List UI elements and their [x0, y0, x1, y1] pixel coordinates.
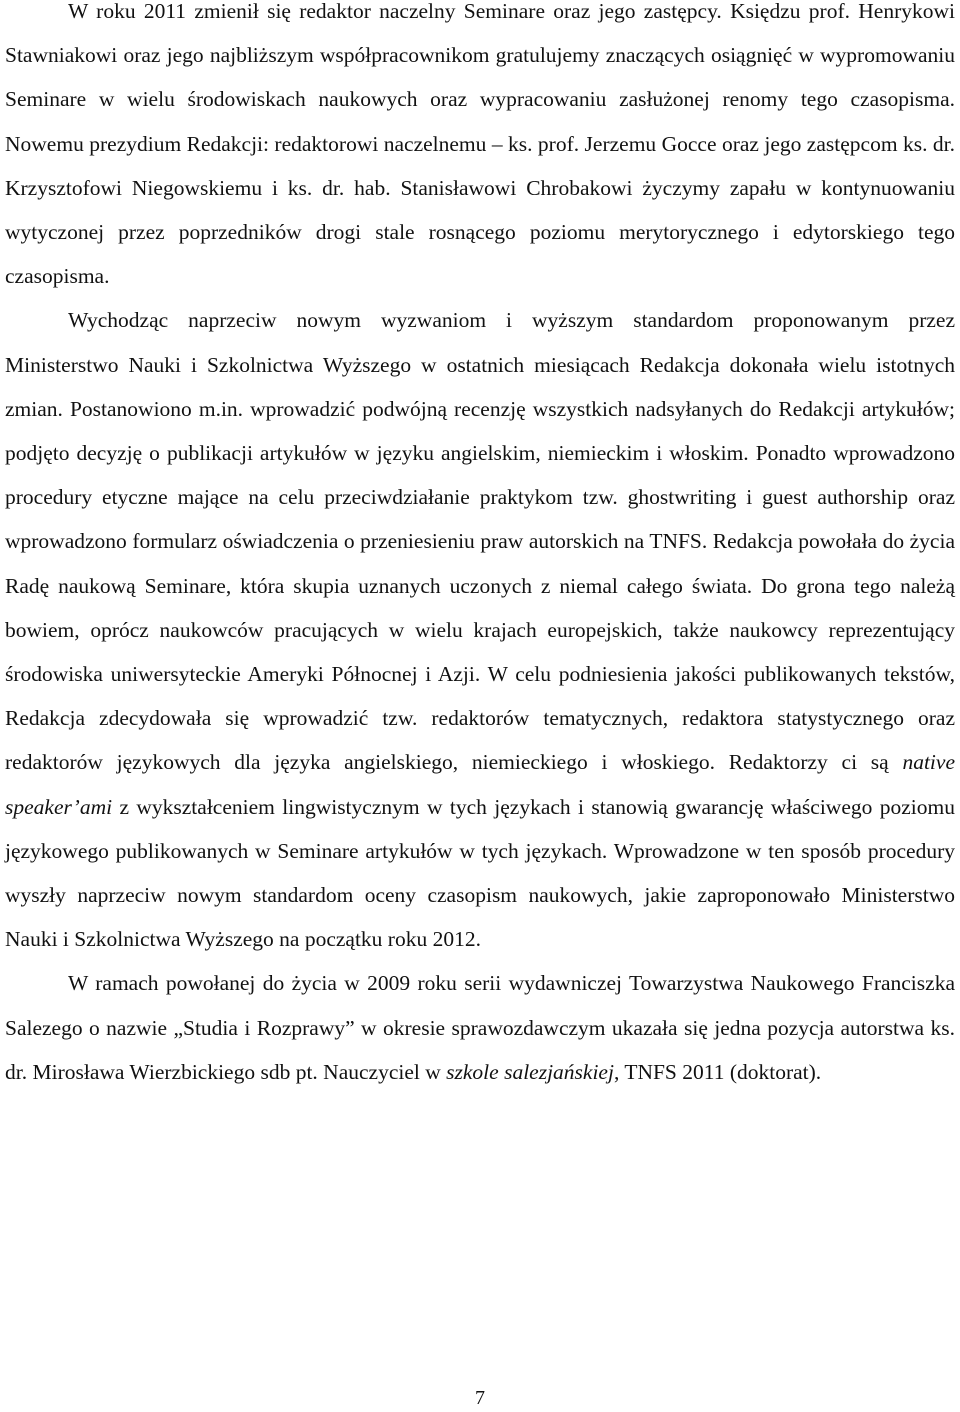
paragraph-editorial-reforms-text-end: z wykształceniem lingwistycznym w tych językach i stanowią gwarancję właściwego poziomu językowego publikowanych w Seminare artykułów w tych językach. Wprowadzone w ten sposób procedury wyszły naprzeciw nowym standardom oceny czasopism naukowych, jakie zaproponowało Ministerstwo Nauki i Szkolnictwa Wyższego na początku roku 2012.	[5, 794, 955, 952]
paragraph-publication-series	[5, 961, 955, 1094]
document-page	[5, 0, 955, 1094]
paragraph-publication-series-text-start: W ramach powołanej do życia w 2009 roku serii wydawniczej Towarzystwa Naukowego Franciszka Salezego o nazwie „Studia i Rozprawy” w okresie sprawozdawczym ukazała się jedna pozycja autorstwa ks. dr. Mirosława Wierzbickiego sdb pt. Nauczyciel w	[5, 971, 955, 1084]
paragraph-editorial-change: W roku 2011 zmienił się redaktor naczelny Seminare oraz jego zastępcy. Księdzu prof. Henrykowi Stawniakowi oraz jego najbliższym współpracownikom gratulujemy znaczących osiągnięć w wypromowaniu Seminare w wielu środowiskach naukowych oraz wypracowaniu zasłużonej renomy tego czasopisma. Nowemu prezydium Redakcji: redaktorowi naczelnemu – ks. prof. Jerzemu Gocce oraz jego zastępcom ks. dr. Krzysztofowi Niegowskiemu i ks. dr. hab. Stanisławowi Chrobakowi życzymy zapału w kontynuowaniu wytyczonej przez poprzedników drogi stale rosnącego poziomu merytorycznego i edytorskiego tego czasopisma.	[5, 0, 955, 289]
page-number: 7	[475, 1387, 485, 1409]
paragraph-editorial-reforms	[5, 298, 955, 961]
italic-book-title-end: szkole salezjańskiej	[446, 1059, 614, 1084]
paragraph-editorial-reforms-text-start: Wychodząc naprzeciw nowym wyzwaniom i wyższym standardom proponowanym przez Ministerstwo Nauki i Szkolnictwa Wyższego w ostatnich miesiącach Redakcja dokonała wielu istotnych zmian. Postanowiono m.in. wprowadzić podwójną recenzję wszystkich nadsyłanych do Redakcji artykułów; podjęto decyzję o publikacji artykułów w języku angielskim, niemieckim i włoskim. Ponadto wprowadzono procedury etyczne mające na celu przeciwdziałanie praktykom tzw. ghostwriting i guest authorship oraz wprowadzono formularz oświadczenia o przeniesieniu praw autorskich na TNFS. Redakcja powołała do życia Radę naukową Seminare, która skupia uznanych uczonych z niemal całego świata. Do grona tego należą bowiem, oprócz naukowców pracujących w wielu krajach europejskich, także naukowcy reprezentujący środowiska uniwersyteckie Ameryki Północnej i Azji. W celu podniesienia jakości publikowanych tekstów, Redakcja zdecydowała się wprowadzić tzw. redaktorów tematycznych, redaktora statystycznego oraz redaktorów językowych dla języka angielskiego, niemieckiego i włoskiego. Redaktorzy ci są	[5, 308, 955, 775]
paragraph-publication-series-text-end: , TNFS 2011 (doktorat).	[613, 1059, 822, 1084]
italic-native-speakers: native speaker’ami	[5, 750, 955, 819]
